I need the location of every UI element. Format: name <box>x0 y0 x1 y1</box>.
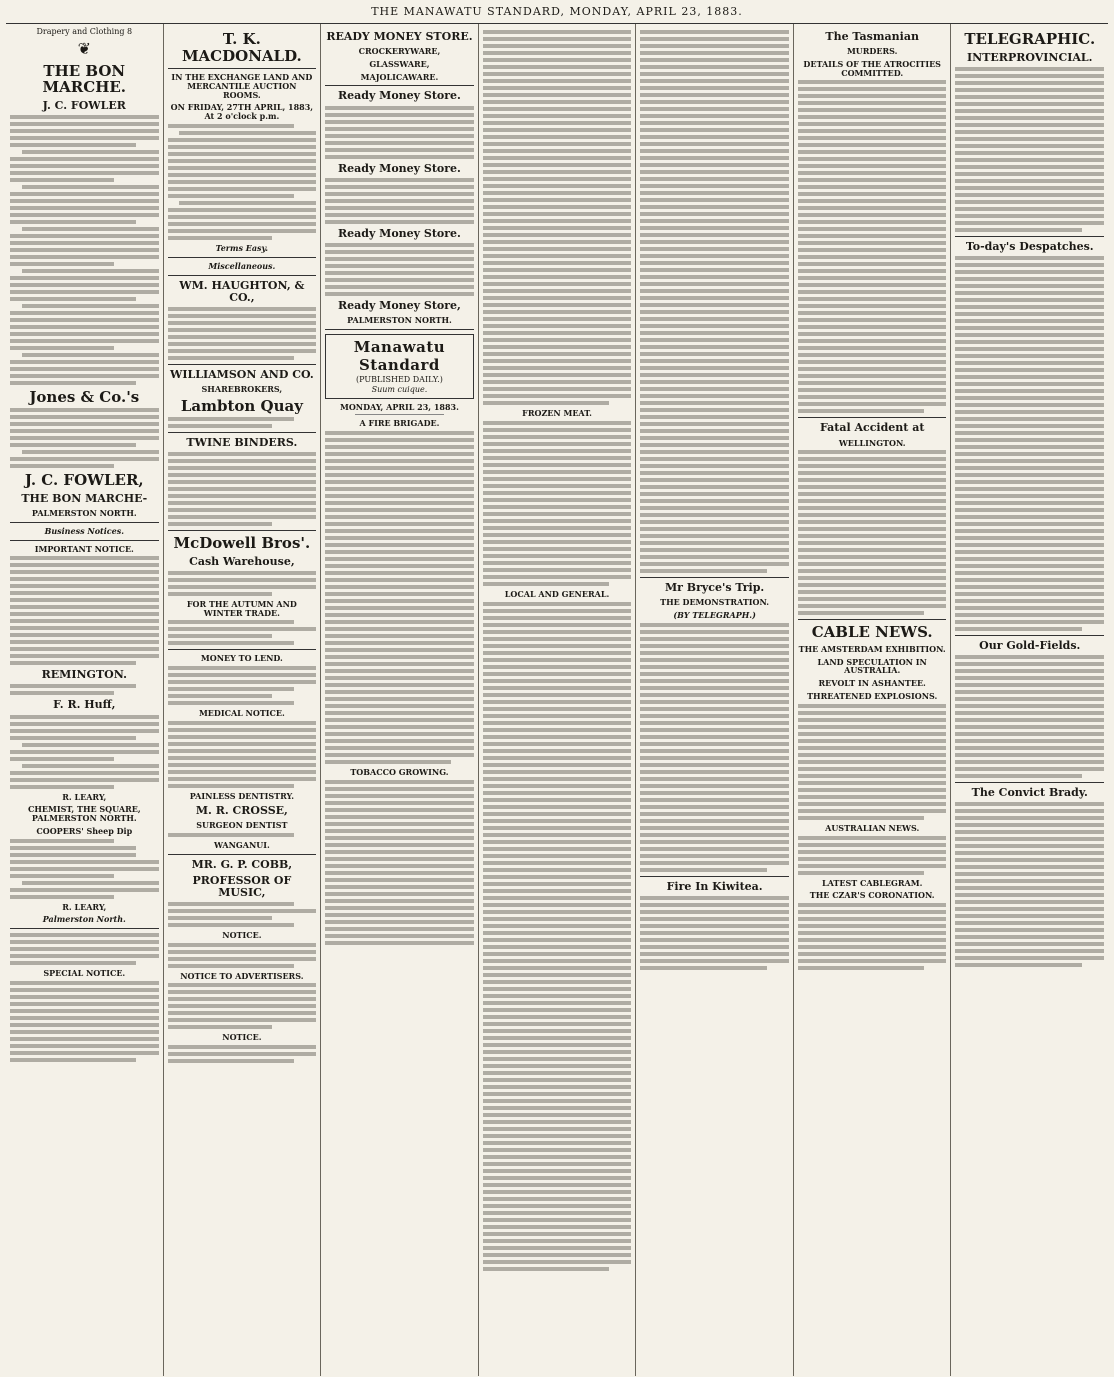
demonstration-subheader: THE DEMONSTRATION. <box>660 597 770 608</box>
painless-dentistry-header: PAINLESS DENTISTRY. <box>189 791 294 802</box>
friday-sale: ON FRIDAY, 27TH APRIL, 1883, At 2 o'clock p.m. <box>170 102 314 122</box>
palmerston-north-label: PALMERSTON NORTH. <box>347 314 452 325</box>
interprovincial-header: INTERPROVINCIAL. <box>967 50 1093 64</box>
cobb-subtitle: PROFESSOR OF MUSIC, <box>192 873 292 899</box>
crosse-title: M. R. CROSSE, <box>195 803 288 817</box>
column-4 <box>479 24 637 1376</box>
autumn-trade: FOR THE AUTUMN AND WINTER TRADE. <box>186 598 297 618</box>
wellington-subheader: WELLINGTON. <box>838 437 906 448</box>
column-7 <box>951 24 1108 1376</box>
lambton-quay: Lambton Quay <box>180 396 303 415</box>
text-block <box>10 115 159 385</box>
goldfields-header: Our Gold-Fields. <box>979 638 1081 652</box>
notice-header: NOTICE. <box>222 929 262 940</box>
frozen-meat-header: FROZEN MEAT. <box>522 408 592 418</box>
important-notice-header: IMPORTANT NOTICE. <box>34 543 134 554</box>
newspaper-flag <box>325 334 474 399</box>
williamson-title: WILLIAMSON AND CO. <box>170 367 314 381</box>
special-notice-header: SPECIAL NOTICE. <box>43 968 126 979</box>
local-general-header: LOCAL AND GENERAL. <box>504 588 610 599</box>
cobb-title: MR. G. P. COBB, <box>191 857 293 871</box>
column-2 <box>164 24 322 1376</box>
section-label: Drapery and Clothing 8 <box>36 27 133 36</box>
bryce-trip-header: Mr Bryce's Trip. <box>664 581 765 594</box>
sheep-dip-title: COOPERS' Sheep Dip <box>36 825 133 836</box>
ready-money-title-5: Ready Money Store, <box>337 298 461 312</box>
masthead: THE MANAWATU STANDARD, MONDAY, APRIL 23, 1883. <box>6 0 1108 24</box>
leary-subtitle-2: Palmerston North. <box>42 914 126 925</box>
leary-title-2: R. LEARY, <box>62 901 107 912</box>
ready-money-title: READY MONEY STORE. <box>326 30 473 43</box>
tasmanian-header: The Tasmanian <box>825 30 919 43</box>
crockery-label: CROCKERYWARE, <box>358 46 441 57</box>
twine-title: TWINE BINDERS. <box>186 436 298 450</box>
convict-brady-header: The Convict Brady. <box>971 785 1088 799</box>
fatal-accident-header: Fatal Accident at <box>819 421 925 435</box>
misc-header: Miscellaneous. <box>208 260 276 271</box>
latest-cablegram-header: LATEST CABLEGRAM. <box>822 877 923 888</box>
motto: Suum cuique. <box>371 384 428 394</box>
column-3 <box>321 24 479 1376</box>
despatches-header: To-day's Despatches. <box>965 239 1094 253</box>
fowler-title-2: J. C. FOWLER, <box>24 471 144 490</box>
ready-money-title-4: Ready Money Store. <box>337 226 461 240</box>
threatened-subheader: THREATENED EXPLOSIONS. <box>807 691 938 702</box>
australian-news-header: AUSTRALIAN NEWS. <box>825 822 920 833</box>
ready-money-title-3: Ready Money Store. <box>337 161 461 175</box>
column-5 <box>636 24 794 1376</box>
mcdowell-title: McDowell Bros'. <box>173 534 311 553</box>
wanganui-label: WANGANUI. <box>213 839 270 850</box>
ready-money-title-2: Ready Money Store. <box>337 89 461 103</box>
crosse-subtitle: SURGEON DENTIST <box>196 819 288 830</box>
glassware-label: GLASSWARE, <box>369 58 430 69</box>
terms-label: Terms Easy. <box>215 242 269 253</box>
majolica-label: MAJOLICAWARE. <box>360 71 439 82</box>
fowler-name: J. C. FOWLER <box>42 98 126 112</box>
money-to-lend-header: MONEY TO LEND. <box>200 653 283 664</box>
palmerston-label: PALMERSTON NORTH. <box>31 507 137 518</box>
fire-brigade-header: A FIRE BRIGADE. <box>359 418 440 429</box>
crest-icon: ❦ <box>77 38 91 58</box>
remington-title: REMINGTON. <box>41 668 127 682</box>
williamson-subtitle: SHAREBROKERS, <box>201 383 283 394</box>
bon-marche-title: THE BON MARCHE. <box>42 61 127 97</box>
haughton-title: WM. HAUGHTON, & CO., <box>179 278 305 304</box>
murders-subheader: MURDERS. <box>846 46 898 57</box>
telegraphic-header: TELEGRAPHIC. <box>964 30 1096 48</box>
leary-subtitle: CHEMIST, THE SQUARE, PALMERSTON NORTH. <box>27 804 141 824</box>
columns <box>6 24 1108 1376</box>
kiwitea-fire-header: Fire In Kiwitea. <box>666 879 763 893</box>
macdonald-subtitle: IN THE EXCHANGE LAND AND MERCANTILE AUCTION ROOMS. <box>171 72 313 100</box>
czar-subheader: THE CZAR'S CORONATION. <box>809 890 935 901</box>
details-subheader: DETAILS OF THE ATROCITIES COMMITTED. <box>803 58 941 78</box>
huff-title: F. R. Huff, <box>53 698 116 712</box>
advertisers-header: NOTICE TO ADVERTISERS. <box>180 970 304 981</box>
column-6 <box>794 24 952 1376</box>
tobacco-header: TOBACCO GROWING. <box>350 767 449 778</box>
telegraph-credit: (BY TELEGRAPH.) <box>673 609 756 620</box>
column-1 <box>6 24 164 1376</box>
newspaper-name: Manawatu Standard <box>353 337 446 375</box>
amsterdam-subheader: THE AMSTERDAM EXHIBITION. <box>798 643 946 654</box>
leary-title: R. LEARY, <box>62 791 107 802</box>
jones-title: Jones & Co.'s <box>29 387 140 406</box>
medical-notice-header: MEDICAL NOTICE. <box>198 708 285 719</box>
macdonald-title: T. K. MACDONALD. <box>181 30 302 65</box>
notice-header-2: NOTICE. <box>222 1032 262 1043</box>
bon-marche-title-2: THE BON MARCHE- <box>21 491 148 505</box>
revolt-subheader: REVOLT IN ASHANTEE. <box>818 678 926 689</box>
land-subheader: LAND SPECULATION IN AUSTRALIA. <box>817 656 927 676</box>
mcdowell-subtitle: Cash Warehouse, <box>189 554 295 568</box>
business-notices-header: Business Notices. <box>44 525 125 536</box>
cable-news-header: CABLE NEWS. <box>811 623 933 642</box>
published-daily: (PUBLISHED DAILY.) <box>356 374 443 384</box>
issue-date: MONDAY, APRIL 23, 1883. <box>339 401 459 412</box>
